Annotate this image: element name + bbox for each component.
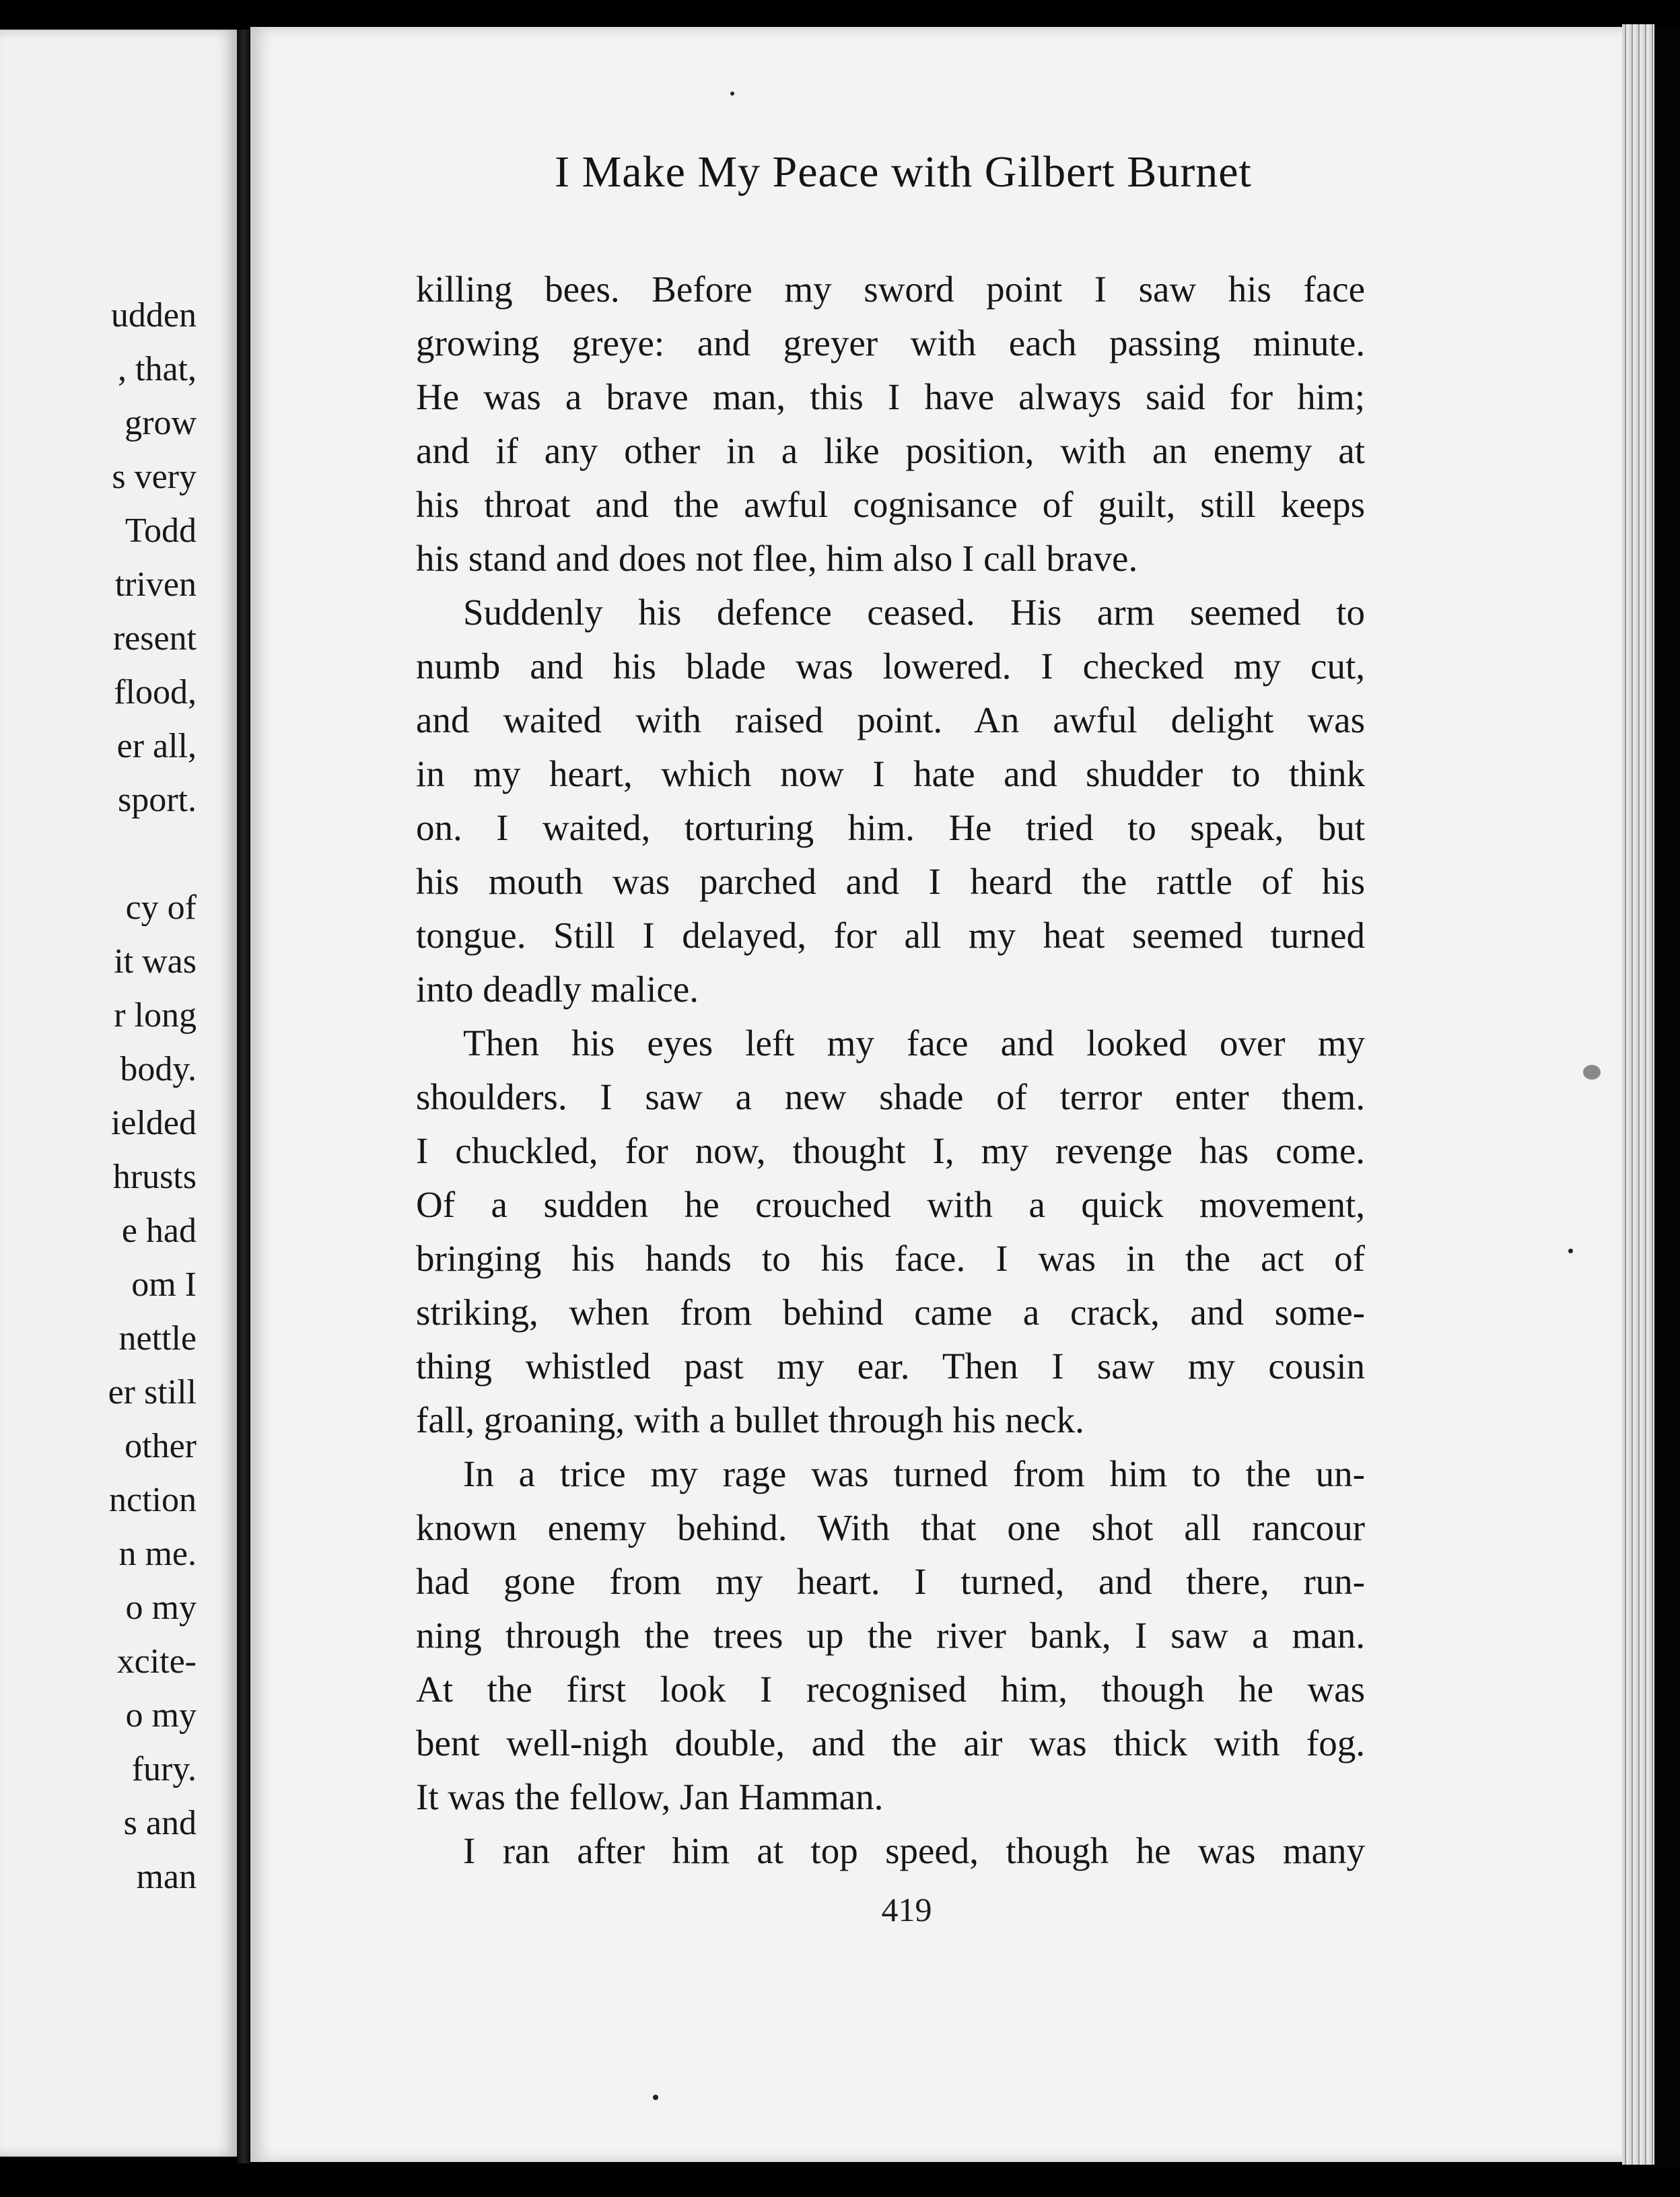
text-line: his stand and does not flee, him also I call brave. (416, 538, 1138, 579)
text-line: in my heart, which now I hate and shudder to think (416, 753, 1365, 794)
left-page-line: s very (112, 458, 197, 496)
text-line: known enemy behind. With that one shot all rancour (416, 1507, 1365, 1548)
text-line: fall, groaning, with a bullet through his neck. (416, 1399, 1084, 1440)
text-line: his mouth was parched and I heard the rattle of his (416, 861, 1365, 902)
text-line: striking, when from behind came a crack, and some- (416, 1292, 1365, 1333)
paragraph (416, 1016, 1365, 1447)
text-line: growing greye: and greyer with each passing minute. (416, 322, 1365, 363)
page-edges (1622, 24, 1654, 2165)
paragraph (416, 1824, 1365, 1878)
left-page-line: resent (112, 619, 197, 658)
scan-border (1654, 27, 1680, 2167)
left-page-line: Todd (125, 512, 197, 550)
left-page-line: triven (114, 565, 197, 604)
text-line: He was a brave man, this I have always said for him; (416, 376, 1365, 417)
left-page-line: body. (120, 1050, 197, 1088)
text-line: into deadly malice. (416, 969, 699, 1010)
text-line: and if any other in a like position, with an enemy at (416, 430, 1365, 471)
left-page-line: n me. (118, 1535, 197, 1573)
text-line: ning through the trees up the river bank, I saw a man. (416, 1615, 1365, 1656)
text-line: his throat and the awful cognisance of guilt, still keeps (416, 484, 1365, 525)
left-page-line: grow (125, 404, 197, 442)
paragraph (416, 1447, 1365, 1824)
left-page-line: man (136, 1858, 197, 1896)
body-text (416, 263, 1365, 1878)
left-page-line: o my (125, 1589, 197, 1627)
paragraph (416, 586, 1365, 1016)
left-page-line: , that, (118, 350, 197, 388)
text-line: had gone from my heart. I turned, and there, run- (416, 1561, 1365, 1602)
text-line: bringing his hands to his face. I was in the act of (416, 1238, 1365, 1279)
running-head: I Make My Peace with Gilbert Burnet (555, 147, 1252, 197)
left-page-text (108, 289, 197, 1904)
text-line: I chuckled, for now, thought I, my revenge has come. (416, 1130, 1365, 1171)
text-line: and waited with raised point. An awful delight was (416, 699, 1365, 740)
scan-speck (1583, 1065, 1601, 1080)
text-line: thing whistled past my ear. Then I saw my cousin (416, 1346, 1365, 1387)
book-gutter (237, 30, 250, 2163)
scan-speck (653, 2095, 658, 2100)
text-line: In a trice my rage was turned from him to the un- (463, 1453, 1365, 1494)
text-line: bent well-nigh double, and the air was thick with fog. (416, 1722, 1365, 1764)
paragraph (416, 263, 1365, 586)
left-page-line: sport. (118, 781, 197, 819)
text-line: Of a sudden he crouched with a quick movement, (416, 1184, 1365, 1225)
text-line: on. I waited, torturing him. He tried to speak, but (416, 807, 1365, 848)
left-page (0, 30, 237, 2157)
left-page-line: e had (121, 1212, 197, 1250)
scan-speck (1568, 1249, 1573, 1253)
left-page-line: ielded (110, 1104, 197, 1142)
text-line: shoulders. I saw a new shade of terror enter them. (416, 1076, 1365, 1117)
left-page-line: xcite- (116, 1642, 197, 1681)
text-line: killing bees. Before my sword point I saw his face (416, 269, 1365, 310)
page-number: 419 (881, 1891, 932, 1928)
left-page-line: s and (123, 1804, 197, 1842)
text-line: It was the fellow, Jan Hamman. (416, 1776, 884, 1817)
left-page-line: er still (108, 1373, 197, 1411)
left-page-line: nettle (118, 1319, 197, 1358)
text-line: numb and his blade was lowered. I checked my cut, (416, 646, 1365, 687)
left-page-line: om I (131, 1265, 197, 1304)
text-line: I ran after him at top speed, though he was many (463, 1830, 1365, 1871)
left-page-line: other (125, 1427, 197, 1465)
left-page-line: er all, (116, 727, 197, 765)
left-page-line: o my (125, 1696, 197, 1735)
text-line: Suddenly his defence ceased. His arm seemed to (463, 592, 1365, 633)
left-page-line: nction (109, 1481, 197, 1519)
left-page-line: udden (110, 296, 197, 335)
text-line: tongue. Still I delayed, for all my heat seemed turned (416, 915, 1365, 956)
left-page-line: r long (114, 996, 197, 1035)
left-page-line: hrusts (112, 1158, 197, 1196)
text-line: At the first look I recognised him, though he was (416, 1669, 1365, 1710)
left-page-line: fury. (131, 1750, 197, 1788)
text-line: Then his eyes left my face and looked over my (463, 1022, 1365, 1063)
left-page-line (108, 827, 197, 881)
scan-speck (730, 92, 734, 96)
left-page-line: cy of (125, 888, 197, 927)
left-page-line: it was (114, 942, 197, 981)
left-page-line: flood, (114, 673, 197, 711)
